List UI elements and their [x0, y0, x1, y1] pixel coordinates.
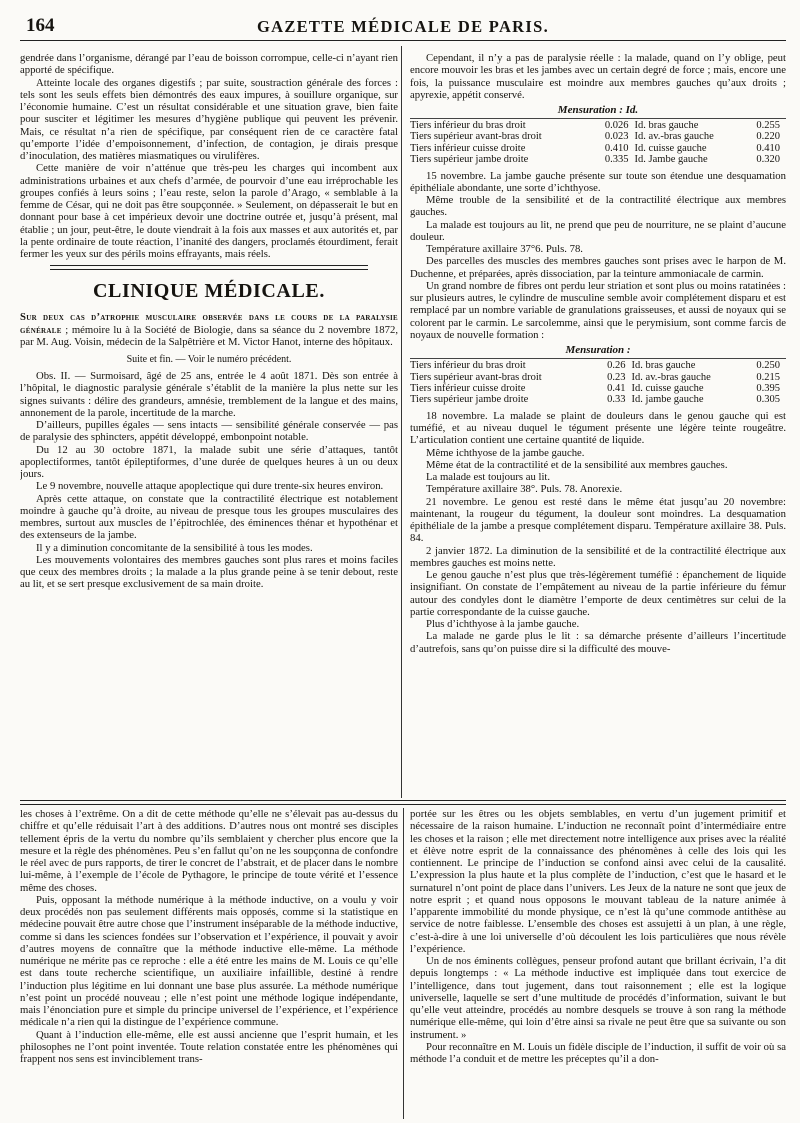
- paragraph: Le genou gauche n’est plus que très-légèrement tuméfié : épanchement de liquide insignifiant. On constate de l’empâtement au niveau de la partie inférieure du fémur autour des condyles dont le diamètre l’emporte de deux centimètres sur celui de la partie correspondante de la cuisse gauche.: [410, 569, 786, 618]
- measurement-value: 0.305: [756, 394, 780, 406]
- paragraph: Même ichthyose de la jambe gauche.: [426, 446, 585, 459]
- table-row: [410, 360, 786, 371]
- measurement-value: 0.320: [756, 154, 780, 166]
- paragraph: Même état de la contractilité et de la sensibilité aux membres gauches.: [426, 458, 728, 471]
- measurement-label: Tiers inférieur du bras droit: [410, 360, 526, 372]
- table-row: [410, 154, 786, 165]
- measurement-value: 0.41: [607, 382, 626, 394]
- observation-paragraph: Obs. II. — Surmoisard, âgé de 25 ans, entrée le 4 août 1871. Dès son entrée à l’hôpital, le diagnostic paralysie générale s’établit de la manière la plus nette sur les signes suivants : délire des grandeurs, amnésie, tremblement de la langue et des mains, annonement de la parole, incertitude de la marche.: [20, 370, 398, 419]
- measurement-value: 0.33: [607, 394, 626, 406]
- paragraph: Le 9 novembre, nouvelle attaque apoplectique qui dure trente-six heures environ.: [36, 480, 384, 493]
- mensuration-title: Mensuration :: [565, 344, 631, 357]
- paragraph: 15 novembre. La jambe gauche présente sur toute son étendue une desquamation épithéliale abondante, une sorte d’ichthyose.: [410, 169, 786, 194]
- lower-right-column: [410, 808, 786, 1119]
- measurement-value: 0.255: [756, 120, 780, 131]
- article-title-main: Sur deux cas d’atrophie musculaire observée dans le cours de la paralysie générale: [20, 311, 398, 336]
- mensuration-table-2: [410, 360, 786, 406]
- measurement-label: Tiers supérieur jambe droite: [410, 394, 529, 406]
- measurement-value: 0.410: [756, 142, 780, 154]
- paragraph: Cependant, il n’y a pas de paralysie réelle : la malade, quand on l’y oblige, peut encore mouvoir les bras et les jambes avec un certain degré de force ; mais, encore une fois, la puissance musculaire est moindre aux membres gauches qu’aux droits ; apyrexie, appétit conservé.: [410, 52, 786, 101]
- measurement-label: Tiers inférieur cuisse droite: [410, 142, 526, 154]
- paragraph: Un de nos éminents collègues, penseur profond autant que brillant écrivain, l’a dit depuis longtemps : « La méthode inductive est impliquée dans tout exercice de l’intelligence, dans tout jugement, dans tout raisonnement ; elle est la logique universelle, laquelle se sert d’une multitude de procédés d’information, suivant le but qu’elle veut atteindre, procédés au nombre desquels se trouve à son rang la méthode numérique elle-même, qui loin d’être ainsi sa rivale ne peut être que sa suivante ou son instrument. »: [410, 955, 786, 1041]
- upper-left-column: [20, 52, 398, 798]
- table-row: [410, 372, 786, 383]
- paragraph: D’ailleurs, pupilles égales — sens intacts — sensibilité générale conservée — pas de paralysie des sphincters, appétit développé, embonpoint notable.: [20, 419, 398, 444]
- section-title: CLINIQUE MÉDICALE.: [93, 280, 325, 303]
- measurement-label: Id. bras gauche: [634, 120, 699, 131]
- measurement-label: Tiers inférieur cuisse droite: [410, 382, 526, 394]
- continuation-note: Suite et fin. — Voir le numéro précédent.: [126, 354, 292, 366]
- measurement-label: Id. av.-bras gauche: [634, 131, 714, 143]
- journal-title: GAZETTE MÉDICALE DE PARIS.: [256, 17, 550, 36]
- paragraph: Les mouvements volontaires des membres gauches sont plus rares et moins faciles que ceux des membres droits ; la malade a la plus grande peine à se tenir debout, reste au lit, et se sert presque exclusivement de sa main droite.: [20, 553, 398, 591]
- paragraph: La malade est toujours au lit, ne prend que peu de nourriture, ne se plaint d’aucune douleur.: [410, 218, 786, 243]
- measurement-label: Tiers inférieur du bras droit: [410, 120, 526, 131]
- page-header: [20, 14, 786, 41]
- mensuration-table-1: [410, 120, 786, 166]
- horizontal-divider: [20, 800, 786, 805]
- upper-section: [20, 52, 786, 798]
- section-divider: [50, 265, 368, 270]
- paragraph: Plus d’ichthyose à la jambe gauche.: [426, 618, 580, 630]
- paragraph: Des parcelles des muscles des membres gauches sont prises avec le harpon de M. Duchenne, et préparées, après dissociation, par la teinture ammoniacale de carmin.: [410, 255, 786, 280]
- article-title-details: ; mémoire lu à la Société de Biologie, dans sa séance du 2 novembre 1872, par M. Aug. Voisin, médecin de la Salpêtrière et M. Victor Hanot, interne des hôpitaux.: [20, 323, 398, 348]
- paragraph: Du 12 au 30 octobre 1871, la malade subit une série d’attaques, tantôt apoplectiformes, tantôt épileptiformes, d’une durée de quelques heures à un ou deux jours.: [20, 443, 398, 481]
- paragraph: les choses à l’extrême. On a dit de cette méthode qu’elle ne s’élevait pas au-dessus du chiffre et qu’elle réduisait l’art à des additions. D’autres nous ont montré ses disciples tellement épris de la vertu du nombre qu’ils semblaient y chercher plus encore que la mesure et la règle des phénomènes. Peu s’en fallut qu’on ne les soupçonna de confondre le réel avec de purs rapports, de tirer le concret de l’abstrait, et de placer dans le nombre lui-même, à l’exemple de l’école de Pythagore, le principe de toute vérité et l’essence même des choses.: [20, 808, 398, 894]
- table-rule: [410, 358, 786, 359]
- paragraph: 18 novembre. La malade se plaint de douleurs dans le genou gauche qui est tuméfié, et au niveau duquel le tégument présente une légère teinte rougeâtre. L’articulation contient une certaine quantité de liquide.: [410, 409, 786, 447]
- paragraph: 2 janvier 1872. La diminution de la sensibilité et de la contractilité électrique aux membres gauches est moins nette.: [410, 544, 786, 569]
- measurement-label: Tiers supérieur avant-bras droit: [410, 371, 542, 383]
- measurement-label: Id. cuisse gauche: [631, 382, 704, 394]
- lower-section: [20, 808, 786, 1119]
- measurement-value: 0.215: [756, 371, 780, 383]
- upper-right-column: [410, 52, 786, 798]
- article-title: [20, 311, 398, 348]
- mensuration-title: Mensuration : Id.: [557, 104, 639, 116]
- measurement-value: 0.220: [756, 131, 780, 143]
- table-row: [410, 383, 786, 394]
- measurement-value: 0.26: [607, 360, 626, 372]
- paragraph: Puis, opposant la méthode numérique à la méthode inductive, on a voulu y voir deux procédés non pas seulement différents mais opposés, comme si la statistique en médecine pouvait être autre chose que l’instrument inséparable de la méthode inductive, comme si dans les sciences fondées sur l’observation et l’expérience, il pouvait y avoir d’autres moyens de connaître que la méthode inductive elle-même. La méthode numérique ne mérite pas ce reproche : elle a été entre les mains de M. Louis ce qu’elle est dans toute recherche scientifique, un auxiliaire infaillible, destiné à rendre l’induction plus légitime en lui donnant une base plus assurée. La méthode numérique n’est point un procédé nouveau ; elle n’est point une méthode logique indépendante, mais l’énonciation pure et simple du principe universel de l’expérience, et l’expérience médicale n’a rien qui la distingue de l’expérience commune.: [20, 893, 398, 1029]
- paragraph: gendrée dans l’organisme, dérangé par l’eau de boisson corrompue, celle-ci n’ayant rien apporté de spécifique.: [20, 52, 398, 77]
- paragraph: Même trouble de la sensibilité et de la contractilité électrique aux membres gauches.: [410, 194, 786, 219]
- measurement-label: Id. cuisse gauche: [634, 142, 707, 154]
- measurement-value: 0.23: [607, 371, 626, 383]
- paragraph: Pour reconnaître en M. Louis un fidèle disciple de l’induction, il suffit de voir où sa méthode l’a conduit et de mettre les préceptes qu’il a don-: [410, 1040, 786, 1065]
- measurement-value: 0.335: [604, 154, 629, 166]
- measurement-label: Id. av.-bras gauche: [631, 371, 711, 383]
- paragraph: La malade ne garde plus le lit : sa démarche présente d’ailleurs l’incertitude d’autrefois, sans qu’on puisse dire si la difficulté des mouve-: [410, 630, 786, 655]
- paragraph: Il y a diminution concomitante de la sensibilité à tous les modes.: [36, 541, 313, 554]
- paragraph: Quant à l’induction elle-même, elle est aussi ancienne que l’esprit humain, et les philosophes ne l’ont point inventée. Toute relation constatée entre les phénomènes qui frappent nos sens est invinciblement trans-: [20, 1028, 398, 1065]
- lower-left-column: [20, 808, 398, 1119]
- paragraph: Atteinte locale des organes digestifs ; par suite, soustraction générale des forces : tels sont les seuls effets bien démontrés des eaux impures, à souillure organique, sur l’économie humaine. C’est un résultat considérable et une situation grave, bien faite pour susciter et légitimer les mesures d’hygiène publique qui peuvent les prévenir. Mais, ce résultat n’a rien de spécifique, par conséquent rien de ce caractère fatal qu’emporte l’idée d’empoisonnement, d’infection, de contagion, je dirais presque d’inoculation, des matières miasmatiques ou virulifères.: [20, 76, 398, 162]
- paragraph: Un grand nombre de fibres ont perdu leur striation et sont plus ou moins ratatinées : sur plusieurs autres, le cylindre de musculine semble avoir complétement disparu et est remplacé par un nombre variable de granulations graisseuses, et aussi de noyaux qui se colorent par le carmin. Le sarcolemme, ainsi que le perymisium, sont comme farcis de noyaux de nouvelle formation :: [410, 279, 786, 341]
- measurement-value: 0.395: [756, 382, 780, 394]
- paragraph: 21 novembre. Le genou est resté dans le même état jusqu’au 20 novembre: maintenant, la rougeur du tégument, la douleur sont moindres. La desquamation épithéliale de la jambe a presque complétement disparu. Température axillaire 38. Puls. 84.: [410, 495, 786, 545]
- table-rule: [410, 118, 786, 119]
- measurement-value: 0.023: [604, 131, 629, 143]
- paragraph: Cette manière de voir n’atténue que très-peu les charges qui incombent aux administrations urbaines et aux chefs d’armée, de pourvoir d’une eau irréprochable les groupes confiés à leurs soins ; l’eau reste, selon la parole d’Arago, « semblable à la femme de César, qui ne doit pas être soupçonnée. » Seulement, on dépasserait le but en donnant pour base à cet impérieux devoir une doctrine outrée et, jusqu’à présent, mal établie ; un jour, peut-être, le doute viendrait à la fois aux masses et aux autorités et, par la pente ordinaire de toute réaction, l’inanité des dangers, proclamés étourdiment, ferait fermer les yeux sur des périls moins effrayants, mais réels.: [20, 162, 398, 260]
- paragraph: portée sur les êtres ou les objets semblables, en vertu d’un jugement primitif et nécessaire de la raison humaine. L’induction ne reconnaît point d’intermédiaire entre les choses et la raison ; elle met directement notre intelligence aux prises avec la réalité et élève notre esprit de la connaissance des phénomènes à celle des lois qui les contiennent. Le principe de l’induction se confond ainsi avec celui de la causalité. L’expression la plus haute et la plus complète de l’induction, c’est que le hasard et le surnaturel n’ont point de place dans l’univers. Les Jeux de la nature ne sont que jeux de notre esprit ; et quand nous opposons le mouvant tableau de la nature animée à l’apparente immobilité du monde physique, ce n’est là qu’une commode antithèse au service de notre faiblesse. L’ensemble des choses est assujetti à un plan, à une règle, c’est-à-dire à une loi universelle d’où découlent les lois particulières que nous révèle l’expérience.: [410, 808, 786, 955]
- measurement-label: Id. bras gauche: [631, 360, 696, 372]
- measurement-label: Id. Jambe gauche: [634, 154, 708, 166]
- table-row: [410, 394, 786, 405]
- measurement-value: 0.410: [604, 142, 629, 154]
- table-row: [410, 120, 786, 131]
- table-row: [410, 131, 786, 142]
- column-rule: [403, 808, 404, 1119]
- page-number: 164: [26, 15, 55, 36]
- measurement-label: Id. jambe gauche: [631, 394, 704, 406]
- table-row: [410, 143, 786, 154]
- measurement-label: Tiers supérieur jambe droite: [410, 154, 529, 166]
- paragraph: Après cette attaque, on constate que la contractilité électrique est notablement moindre à gauche qu’à droite, au niveau de presque tous les groupes musculaires des membres, surtout aux muscles de l’épitrochlée, des éminences thénar et hypothénar et des extenseurs de la jambe.: [20, 492, 398, 542]
- paragraph: Température axillaire 37°6. Puls. 78.: [426, 243, 583, 256]
- measurement-value: 0.026: [604, 120, 629, 131]
- paragraph: Température axillaire 38°. Puls. 78. Anorexie.: [426, 483, 623, 496]
- paragraph: La malade est toujours au lit.: [426, 471, 551, 483]
- measurement-label: Tiers supérieur avant-bras droit: [410, 131, 542, 143]
- measurement-value: 0.250: [756, 360, 780, 372]
